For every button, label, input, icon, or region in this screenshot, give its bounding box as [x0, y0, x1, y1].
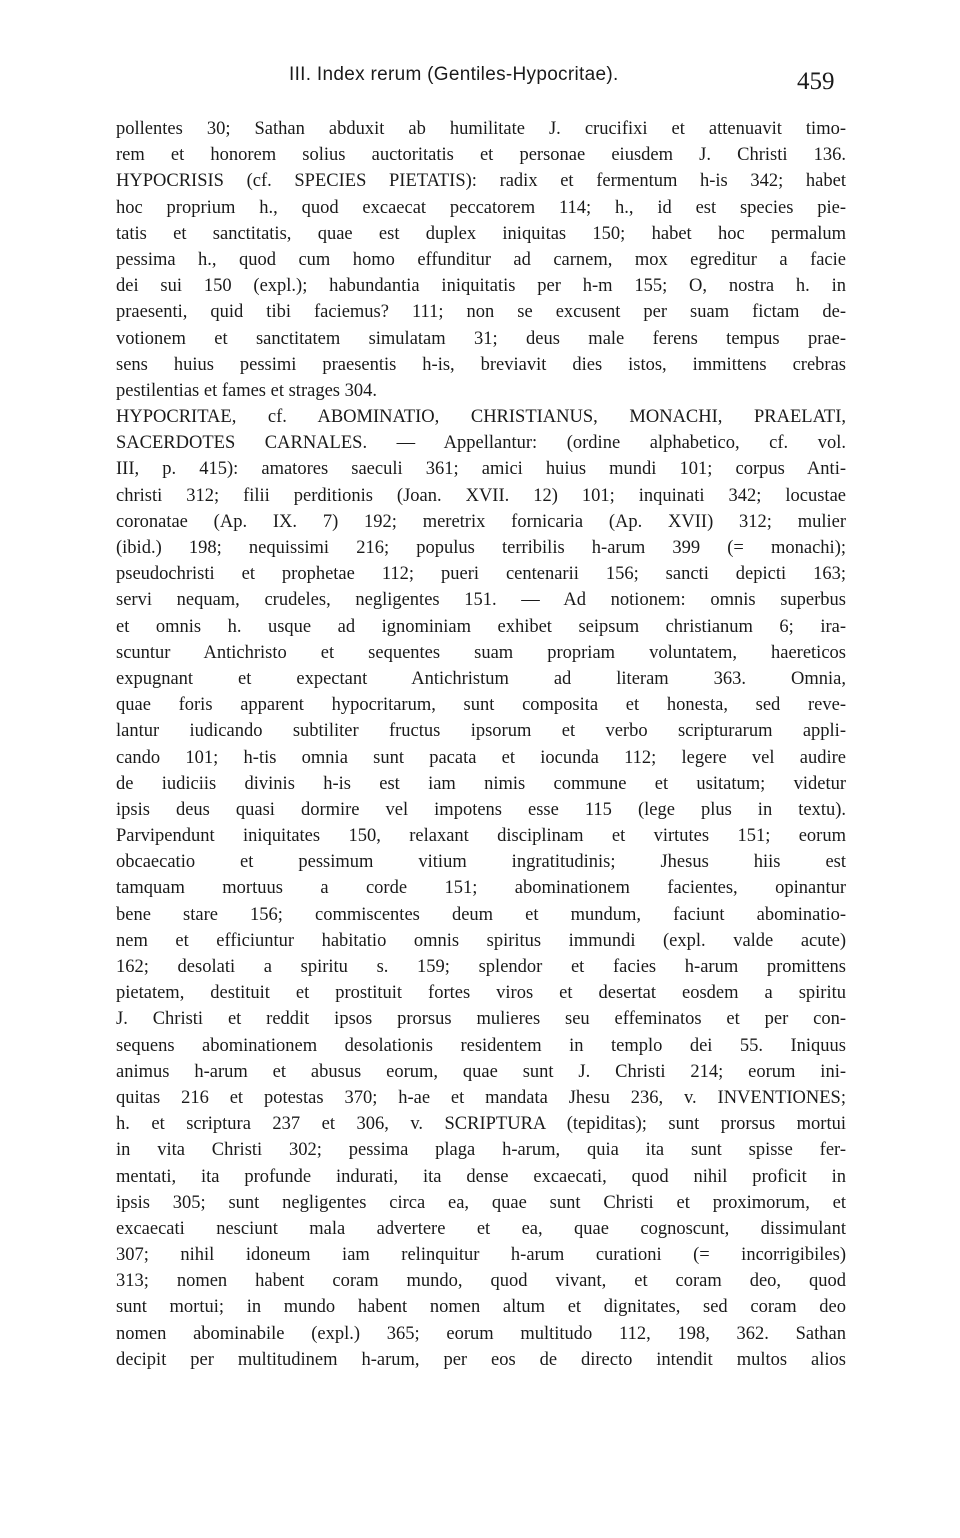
text-line: sens huius pessimi praesentis h-is, breviavit dies istos, immittens crebras — [116, 354, 846, 375]
text-line: ipsis 305; sunt negligentes circa ea, quae sunt Christi et proximorum, et — [116, 1192, 846, 1213]
text-line: tatis et sanctitatis, quae est duplex iniquitas 150; habet hoc permalum — [116, 223, 846, 244]
text-line: sequens abominationem desolationis residentem in templo dei 55. Iniquus — [116, 1035, 846, 1056]
text-line: cando 101; h-tis omnia sunt pacata et iocunda 112; legere vel audire — [116, 747, 846, 768]
text-line: votionem et sanctitatem simulatam 31; deus male ferens tempus prae- — [116, 328, 846, 349]
text-line: pollentes 30; Sathan abduxit ab humilitate J. crucifixi et attenuavit timo- — [116, 119, 846, 139]
text-line: bene stare 156; commiscentes deum et mundum, faciunt abominatio- — [116, 904, 846, 925]
text-line: quae foris apparent hypocritarum, sunt composita et honesta, sed reve- — [116, 695, 846, 716]
page-number: 459 — [797, 68, 835, 95]
text-line: pseudochristi et prophetae 112; pueri centenarii 156; sancti depicti 163; — [116, 564, 846, 585]
text-line: sunt mortui; in mundo habent nomen altum et dignitates, sed coram deo — [116, 1297, 846, 1318]
text-line: de iudiciis divinis h-is est iam nimis commune et usitatum; videtur — [116, 773, 846, 794]
text-line: SACERDOTES CARNALES. — Appellantur: (ordine alphabetico, cf. vol. — [116, 433, 846, 454]
text-line: lantur iudicando subtiliter fructus ipsorum et verbo scripturarum appli- — [116, 721, 846, 742]
text-line: animus h-arum et abusus eorum, quae sunt J. Christi 214; eorum ini- — [116, 1061, 846, 1082]
text-line: 307; nihil idoneum iam relinquitur h-arum curationi (= incorrigibiles) — [116, 1245, 846, 1266]
text-line: decipit per multitudinem h-arum, per eos de directo intendit multos alios — [116, 1349, 846, 1370]
page-header — [0, 64, 960, 104]
text-line: III, p. 415): amatores saeculi 361; amici huius mundi 101; corpus Anti- — [116, 459, 846, 480]
text-line: rem et honorem solius auctoritatis et personae eiusdem J. Christi 136. — [116, 145, 846, 166]
text-line: coronatae (Ap. IX. 7) 192; meretrix fornicaria (Ap. XVII) 312; mulier — [116, 511, 846, 532]
running-title: III. Index rerum (Gentiles-Hypocritae). — [289, 64, 619, 85]
text-line: Parvipendunt iniquitates 150, relaxant disciplinam et virtutes 151; eorum — [116, 826, 846, 847]
index-text-body — [116, 116, 846, 1373]
text-line: pestilentias et fames et strages 304. — [116, 380, 377, 401]
text-line: h. et scriptura 237 et 306, v. SCRIPTURA (tepiditas); sunt prorsus mortui — [116, 1114, 846, 1135]
text-line: nomen abominabile (expl.) 365; eorum multitudo 112, 198, 362. Sathan — [116, 1323, 846, 1344]
text-line: J. Christi et reddit ipsos prorsus mulieres seu effeminatos et per con- — [116, 1009, 846, 1030]
text-line: et omnis h. usque ad ignominiam exhibet seipsum christianum 6; ira- — [116, 616, 846, 637]
text-line: servi nequam, crudeles, negligentes 151. — Ad notionem: omnis superbus — [116, 590, 846, 611]
text-line: scuntur Antichristo et sequentes suam propriam voluntatem, haereticos — [116, 642, 846, 663]
text-line: praesenti, quid tibi faciemus? 111; non se excusent per suam fictam de- — [116, 302, 846, 323]
text-line: ipsis deus quasi dormire vel impotens esse 115 (lege plus in textu). — [116, 799, 846, 820]
text-line: christi 312; filii perditionis (Joan. XVII. 12) 101; inquinati 342; locustae — [116, 485, 846, 506]
text-line: excaecati nesciunt mala advertere et ea, quae cognoscunt, dissimulant — [116, 1218, 846, 1239]
text-line: nem et efficiuntur habitatio omnis spiritus immundi (expl. valde acute) — [116, 930, 846, 951]
text-line: pietatem, destituit et prostituit fortes viros et desertat eosdem a spiritu — [116, 983, 846, 1004]
text-line: HYPOCRISIS (cf. SPECIES PIETATIS): radix et fermentum h-is 342; habet — [116, 171, 846, 192]
text-line: 162; desolati a spiritu s. 159; splendor et facies h-arum promittens — [116, 957, 846, 977]
text-line: mentati, ita profunde indurati, ita dense excaecati, quod nihil proficit in — [116, 1166, 846, 1187]
text-line: dei sui 150 (expl.); habundantia iniquitatis per h-m 155; O, nostra h. in — [116, 276, 846, 297]
text-line: 313; nomen habent coram mundo, quod vivant, et coram deo, quod — [116, 1271, 846, 1292]
text-line: tamquam mortuus a corde 151; abominationem facientes, opinantur — [116, 878, 846, 899]
text-line: pessima h., quod cum homo effunditur ad carnem, mox egreditur a facie — [116, 249, 846, 270]
text-line: expugnant et expectant Antichristum ad literam 363. Omnia, — [116, 668, 846, 689]
text-line: in vita Christi 302; pessima plaga h-arum, quia ita sunt spisse fer- — [116, 1140, 846, 1161]
text-line: HYPOCRITAE, cf. ABOMINATIO, CHRISTIANUS, MONACHI, PRAELATI, — [116, 407, 846, 428]
text-line: hoc proprium h., quod excaecat peccatorem 114; h., id est species pie- — [116, 197, 846, 218]
text-line: (ibid.) 198; nequissimi 216; populus terribilis h-arum 399 (= monachi); — [116, 538, 846, 558]
text-line: obcaecatio et pessimum vitium ingratitudinis; Jhesus hiis est — [116, 852, 846, 873]
text-line: quitas 216 et potestas 370; h-ae et mandata Jhesu 236, v. INVENTIONES; — [116, 1087, 846, 1108]
